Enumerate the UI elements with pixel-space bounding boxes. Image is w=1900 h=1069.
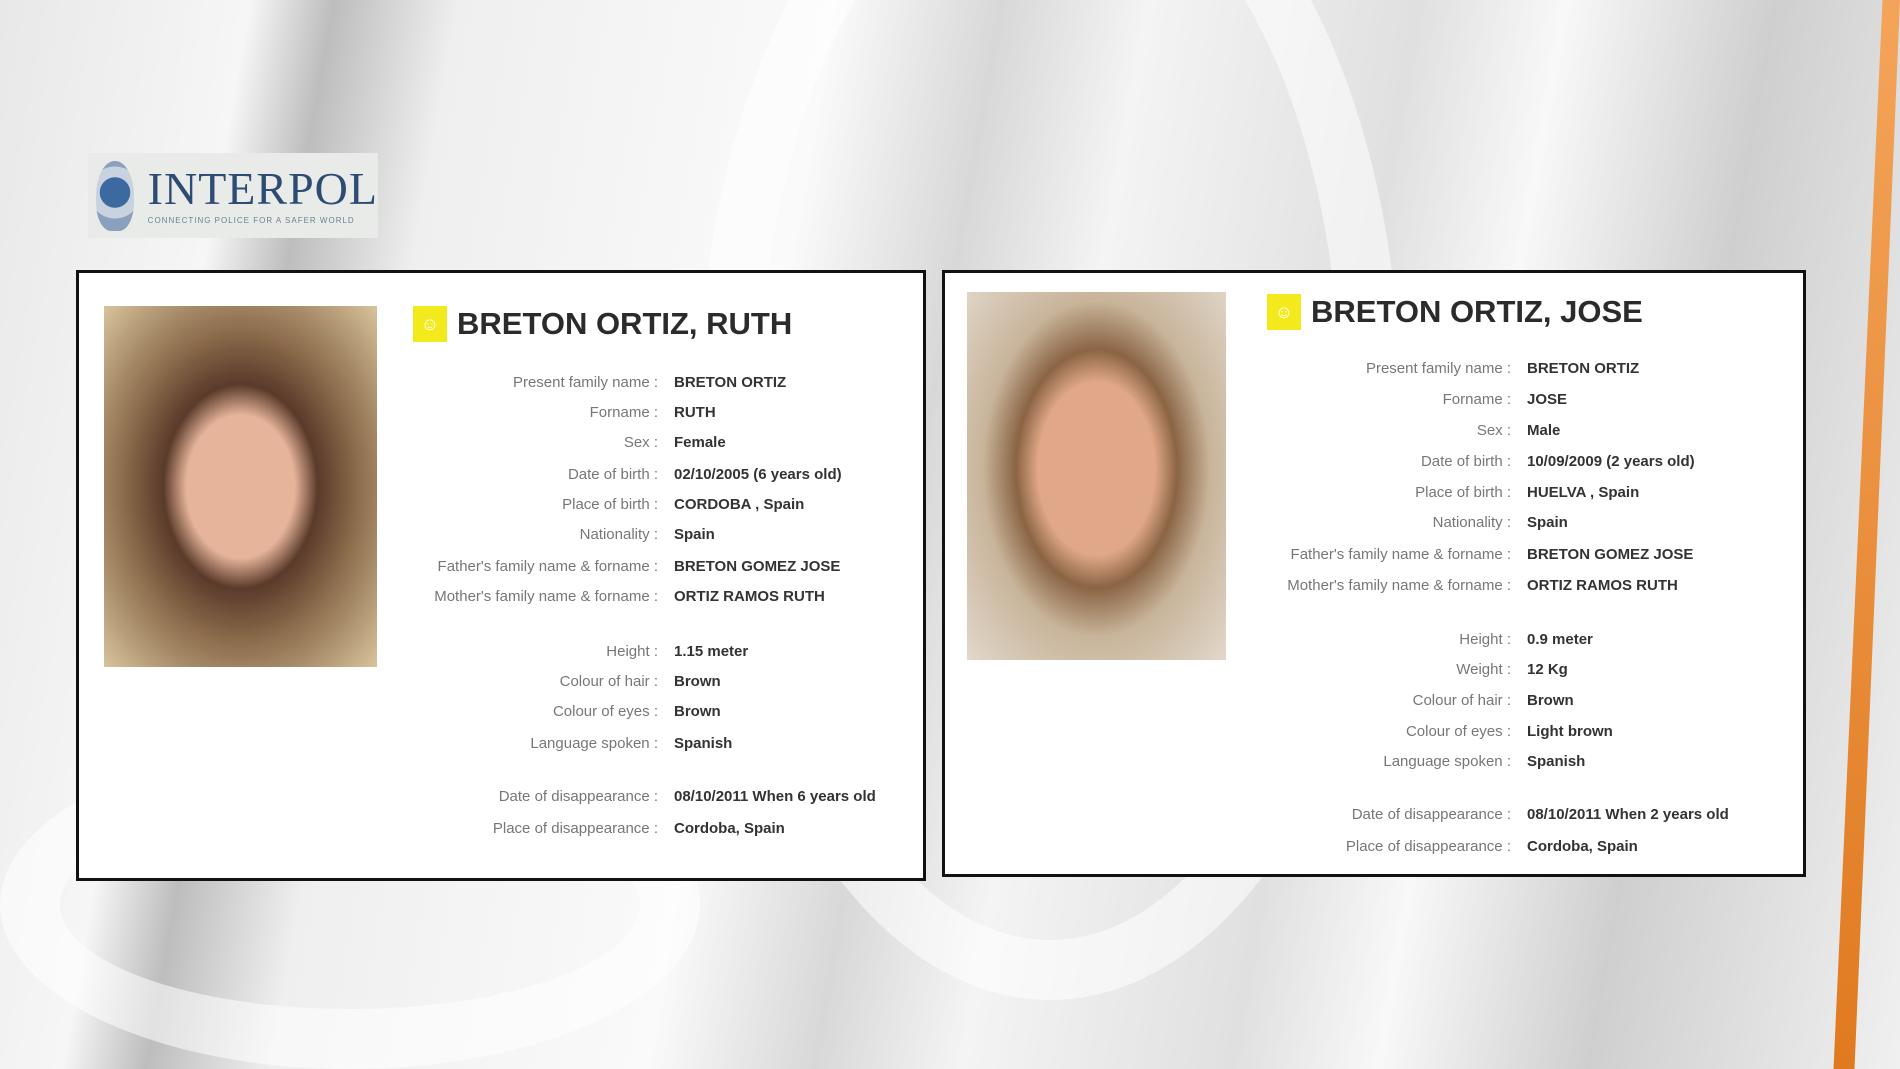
field-value: Female bbox=[674, 434, 726, 451]
field-label: Sex : bbox=[1476, 422, 1511, 439]
field-label: Father's family name & forname : bbox=[437, 558, 658, 575]
field-label: Place of disappearance : bbox=[492, 820, 658, 837]
field-row bbox=[358, 466, 842, 483]
field-label: Forname : bbox=[589, 404, 658, 421]
field-value: BRETON GOMEZ JOSE bbox=[674, 558, 841, 575]
field-row bbox=[358, 526, 715, 543]
field-row bbox=[358, 496, 804, 513]
field-value: Spanish bbox=[1527, 753, 1586, 770]
field-value: 08/10/2011 When 6 years old bbox=[674, 788, 876, 805]
field-row bbox=[358, 735, 732, 752]
photo-jose bbox=[967, 292, 1226, 660]
field-value: JOSE bbox=[1527, 391, 1568, 408]
notice-title: ☺ BRETON ORTIZ, JOSE bbox=[1267, 294, 1643, 330]
field-row bbox=[1211, 514, 1568, 531]
logo-tagline: CONNECTING POLICE FOR A SAFER WORLD bbox=[147, 216, 355, 225]
field-value: HUELVA , Spain bbox=[1527, 484, 1640, 501]
field-label: Place of birth : bbox=[1415, 484, 1511, 501]
field-row bbox=[1211, 577, 1678, 594]
field-row bbox=[1211, 753, 1585, 770]
field-label: Place of disappearance : bbox=[1345, 838, 1511, 855]
field-label: Height : bbox=[606, 643, 658, 660]
field-label: Place of birth : bbox=[562, 496, 658, 513]
field-value: Brown bbox=[1527, 692, 1574, 709]
field-value: 10/09/2009 (2 years old) bbox=[1527, 453, 1695, 470]
field-label: Mother's family name & forname : bbox=[434, 588, 658, 605]
field-row bbox=[358, 588, 825, 605]
field-label: Nationality : bbox=[579, 526, 658, 543]
logo-name: INTERPOL bbox=[147, 163, 378, 214]
field-row bbox=[1211, 838, 1638, 855]
field-value: BRETON ORTIZ bbox=[674, 374, 787, 391]
field-label: Colour of eyes : bbox=[1405, 723, 1511, 740]
field-value: 1.15 meter bbox=[674, 643, 749, 660]
field-value: Brown bbox=[674, 703, 721, 720]
field-label: Date of birth : bbox=[1420, 453, 1511, 470]
field-label: Present family name : bbox=[512, 374, 658, 391]
field-row bbox=[1211, 422, 1560, 439]
field-label: Language spoken : bbox=[530, 735, 658, 752]
field-row bbox=[1211, 360, 1639, 377]
field-row bbox=[358, 374, 786, 391]
field-value: Spanish bbox=[674, 735, 733, 752]
field-value: 08/10/2011 When 2 years old bbox=[1527, 806, 1729, 823]
field-row bbox=[358, 820, 785, 837]
field-row bbox=[1211, 546, 1693, 563]
field-label: Colour of eyes : bbox=[552, 703, 658, 720]
field-value: Light brown bbox=[1527, 723, 1613, 740]
notice-icon: ☺ bbox=[1267, 294, 1301, 330]
field-value: ORTIZ RAMOS RUTH bbox=[674, 588, 825, 605]
field-row bbox=[358, 788, 876, 805]
field-row bbox=[1211, 692, 1574, 709]
field-row bbox=[1211, 484, 1639, 501]
field-label: Father's family name & forname : bbox=[1290, 546, 1511, 563]
field-row bbox=[1211, 661, 1568, 678]
field-label: Weight : bbox=[1456, 661, 1511, 678]
field-row bbox=[358, 558, 840, 575]
field-label: Colour of hair : bbox=[559, 673, 658, 690]
notice-title: ☺ BRETON ORTIZ, RUTH bbox=[413, 306, 792, 342]
field-label: Date of birth : bbox=[567, 466, 658, 483]
notice-card-ruth bbox=[76, 270, 926, 881]
field-label: Height : bbox=[1459, 631, 1511, 648]
field-row bbox=[1211, 631, 1593, 648]
field-value: 12 Kg bbox=[1527, 661, 1568, 678]
notice-card-jose bbox=[942, 270, 1806, 877]
field-value: Spain bbox=[1527, 514, 1568, 531]
field-value: Spain bbox=[674, 526, 715, 543]
field-row bbox=[358, 434, 726, 451]
field-value: 02/10/2005 (6 years old) bbox=[674, 466, 842, 483]
orange-stripe bbox=[1830, 0, 1900, 1069]
notice-icon: ☺ bbox=[413, 306, 447, 342]
field-value: Cordoba, Spain bbox=[674, 820, 785, 837]
field-value: Cordoba, Spain bbox=[1527, 838, 1638, 855]
field-label: Date of disappearance : bbox=[1351, 806, 1511, 823]
field-label: Sex : bbox=[623, 434, 658, 451]
field-row bbox=[1211, 453, 1695, 470]
field-label: Forname : bbox=[1442, 391, 1511, 408]
field-value: BRETON GOMEZ JOSE bbox=[1527, 546, 1694, 563]
field-label: Date of disappearance : bbox=[498, 788, 658, 805]
field-value: BRETON ORTIZ bbox=[1527, 360, 1640, 377]
field-row bbox=[358, 404, 716, 421]
field-value: CORDOBA , Spain bbox=[674, 496, 805, 513]
interpol-logo bbox=[88, 153, 378, 238]
field-value: Brown bbox=[674, 673, 721, 690]
field-value: ORTIZ RAMOS RUTH bbox=[1527, 577, 1678, 594]
field-row bbox=[1211, 806, 1729, 823]
field-label: Nationality : bbox=[1432, 514, 1511, 531]
field-label: Language spoken : bbox=[1383, 753, 1511, 770]
field-row bbox=[358, 643, 748, 660]
field-label: Mother's family name & forname : bbox=[1287, 577, 1511, 594]
interpol-emblem-icon bbox=[96, 161, 134, 231]
field-row bbox=[358, 703, 721, 720]
field-row bbox=[358, 673, 721, 690]
photo-ruth bbox=[104, 306, 377, 667]
field-label: Present family name : bbox=[1365, 360, 1511, 377]
field-row bbox=[1211, 723, 1613, 740]
field-value: RUTH bbox=[674, 404, 716, 421]
field-value: 0.9 meter bbox=[1527, 631, 1593, 648]
field-label: Colour of hair : bbox=[1412, 692, 1511, 709]
field-value: Male bbox=[1527, 422, 1561, 439]
field-row bbox=[1211, 391, 1567, 408]
